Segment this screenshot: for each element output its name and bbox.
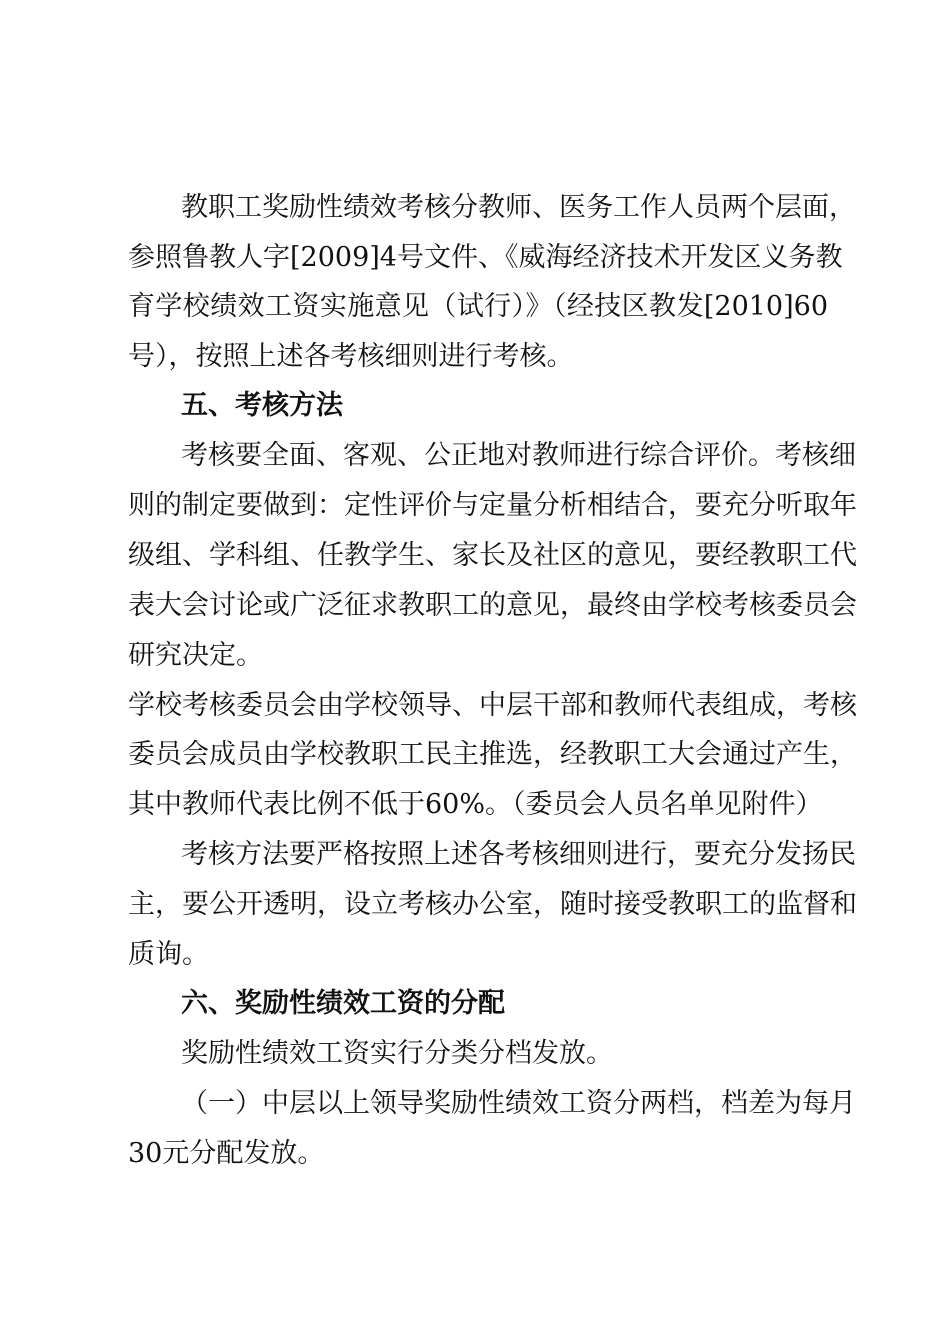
paragraph-line: 奖励性绩效工资实行分类分档发放。 <box>181 1038 613 1069</box>
paragraph-line: 质询。 <box>128 939 209 970</box>
paragraph-line: 30元分配发放。 <box>128 1138 325 1169</box>
paragraph-line: 学校考核委员会由学校领导、中层干部和教师代表组成，考核 <box>128 690 857 721</box>
paragraph-line: 主，要公开透明，设立考核办公室，随时接受教职工的监督和 <box>128 889 857 920</box>
paragraph-line: 委员会成员由学校教职工民主推选，经教职工大会通过产生， <box>128 739 857 770</box>
paragraph-line: 育学校绩效工资实施意见（试行）》（经技区教发[2010]60 <box>128 291 828 322</box>
paragraph-line: 考核要全面、客观、公正地对教师进行综合评价。考核细 <box>181 440 856 471</box>
paragraph-line: 研究决定。 <box>128 640 263 671</box>
paragraph-line: 表大会讨论或广泛征求教职工的意见，最终由学校考核委员会 <box>128 590 857 621</box>
paragraph-line: 则的制定要做到：定性评价与定量分析相结合，要充分听取年 <box>128 490 857 521</box>
paragraph-line: （一）中层以上领导奖励性绩效工资分两档，档差为每月 <box>181 1088 856 1119</box>
paragraph-line: 号），按照上述各考核细则进行考核。 <box>128 341 574 372</box>
section-heading-5: 五、考核方法 <box>181 390 343 421</box>
paragraph-line: 教职工奖励性绩效考核分教师、医务工作人员两个层面， <box>181 192 856 223</box>
paragraph-line: 其中教师代表比例不低于60%。（委员会人员名单见附件） <box>128 789 823 820</box>
paragraph-line: 级组、学科组、任教学生、家长及社区的意见，要经教职工代 <box>128 540 857 571</box>
paragraph-line: 参照鲁教人字[2009]4号文件、《威海经济技术开发区义务教 <box>128 242 843 273</box>
section-heading-6: 六、奖励性绩效工资的分配 <box>181 988 505 1019</box>
paragraph-line: 考核方法要严格按照上述各考核细则进行，要充分发扬民 <box>181 839 856 870</box>
